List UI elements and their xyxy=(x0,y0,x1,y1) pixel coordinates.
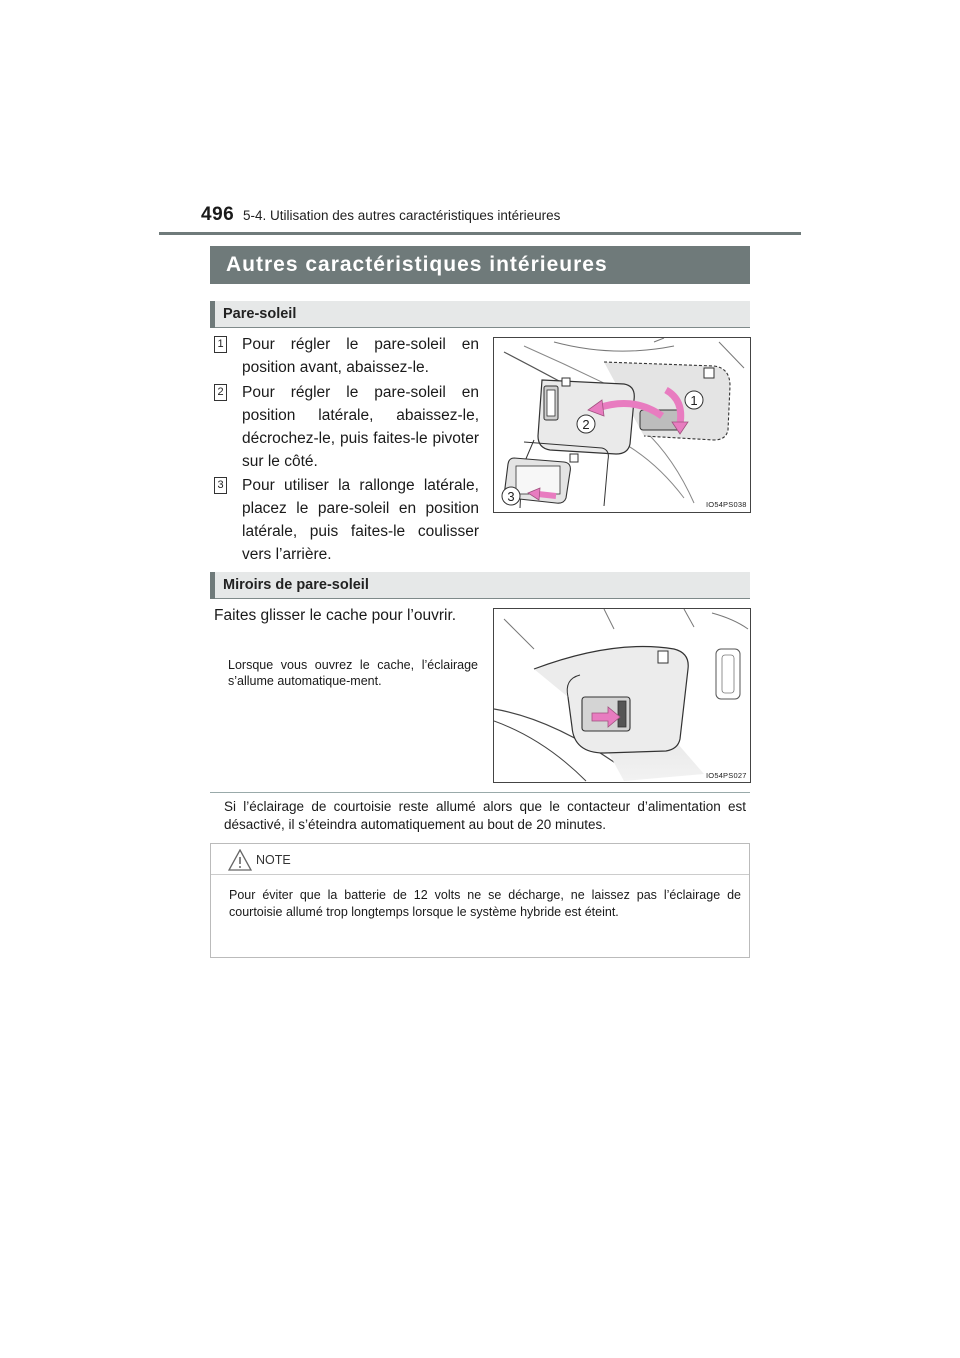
figure-code-2: IO54PS027 xyxy=(706,771,747,780)
mirror-illustration xyxy=(493,608,751,783)
section-path: 5-4. Utilisation des autres caractéristiques intérieures xyxy=(243,208,561,223)
callout-3: 3 xyxy=(507,489,515,504)
mirrors-heading xyxy=(210,572,750,599)
sunvisor-illustration xyxy=(493,337,751,513)
note-text: Pour éviter que la batterie de 12 volts ne se décharge, ne laissez pas l’éclairage de courtoisie allumé trop longtemps lorsque le système hybride est éteint. xyxy=(229,888,741,919)
page-number: 496 xyxy=(201,204,235,225)
page-title: Autres caractéristiques intérieures xyxy=(210,246,750,284)
warning-triangle-icon xyxy=(228,849,252,871)
mirrors-subtext: Lorsque vous ouvrez le cache, l’éclairage s’allume automatique-ment. xyxy=(228,658,478,688)
mirror-diagram xyxy=(494,609,750,782)
sunvisor-diagram xyxy=(494,338,750,512)
step-3-number: 3 xyxy=(214,477,227,494)
mirrors-heading-label: Miroirs de pare-soleil xyxy=(223,577,369,593)
step-1-number: 1 xyxy=(214,336,227,353)
step-2-text: Pour régler le pare-soleil en position latérale, abaissez-le, décrochez-le, puis faites-le pivoter sur le côté. xyxy=(242,384,479,470)
courtesy-light-info: Si l’éclairage de courtoisie reste allumé alors que le contacteur d’alimentation est désactivé, il s’éteindra automatiquement au bout de 20 minutes. xyxy=(224,799,746,832)
note-box xyxy=(210,843,750,958)
mirrors-text: Faites glisser le cache pour l’ouvrir. xyxy=(214,607,457,624)
sunvisor-heading-label: Pare-soleil xyxy=(223,306,297,322)
callout-1: 1 xyxy=(690,393,698,408)
callout-2: 2 xyxy=(582,417,590,432)
info-divider xyxy=(210,792,750,793)
step-3-text: Pour utiliser la rallonge latérale, placez le pare-soleil en position latérale, puis faites-le coulisser vers l’arrière. xyxy=(242,477,479,563)
header-rule xyxy=(159,232,801,235)
figure-code-1: IO54PS038 xyxy=(706,500,747,509)
note-divider xyxy=(211,874,749,875)
note-label: NOTE xyxy=(256,853,291,867)
step-1-text: Pour régler le pare-soleil en position avant, abaissez-le. xyxy=(242,336,479,376)
sunvisor-heading xyxy=(210,301,750,328)
step-2-number: 2 xyxy=(214,384,227,401)
